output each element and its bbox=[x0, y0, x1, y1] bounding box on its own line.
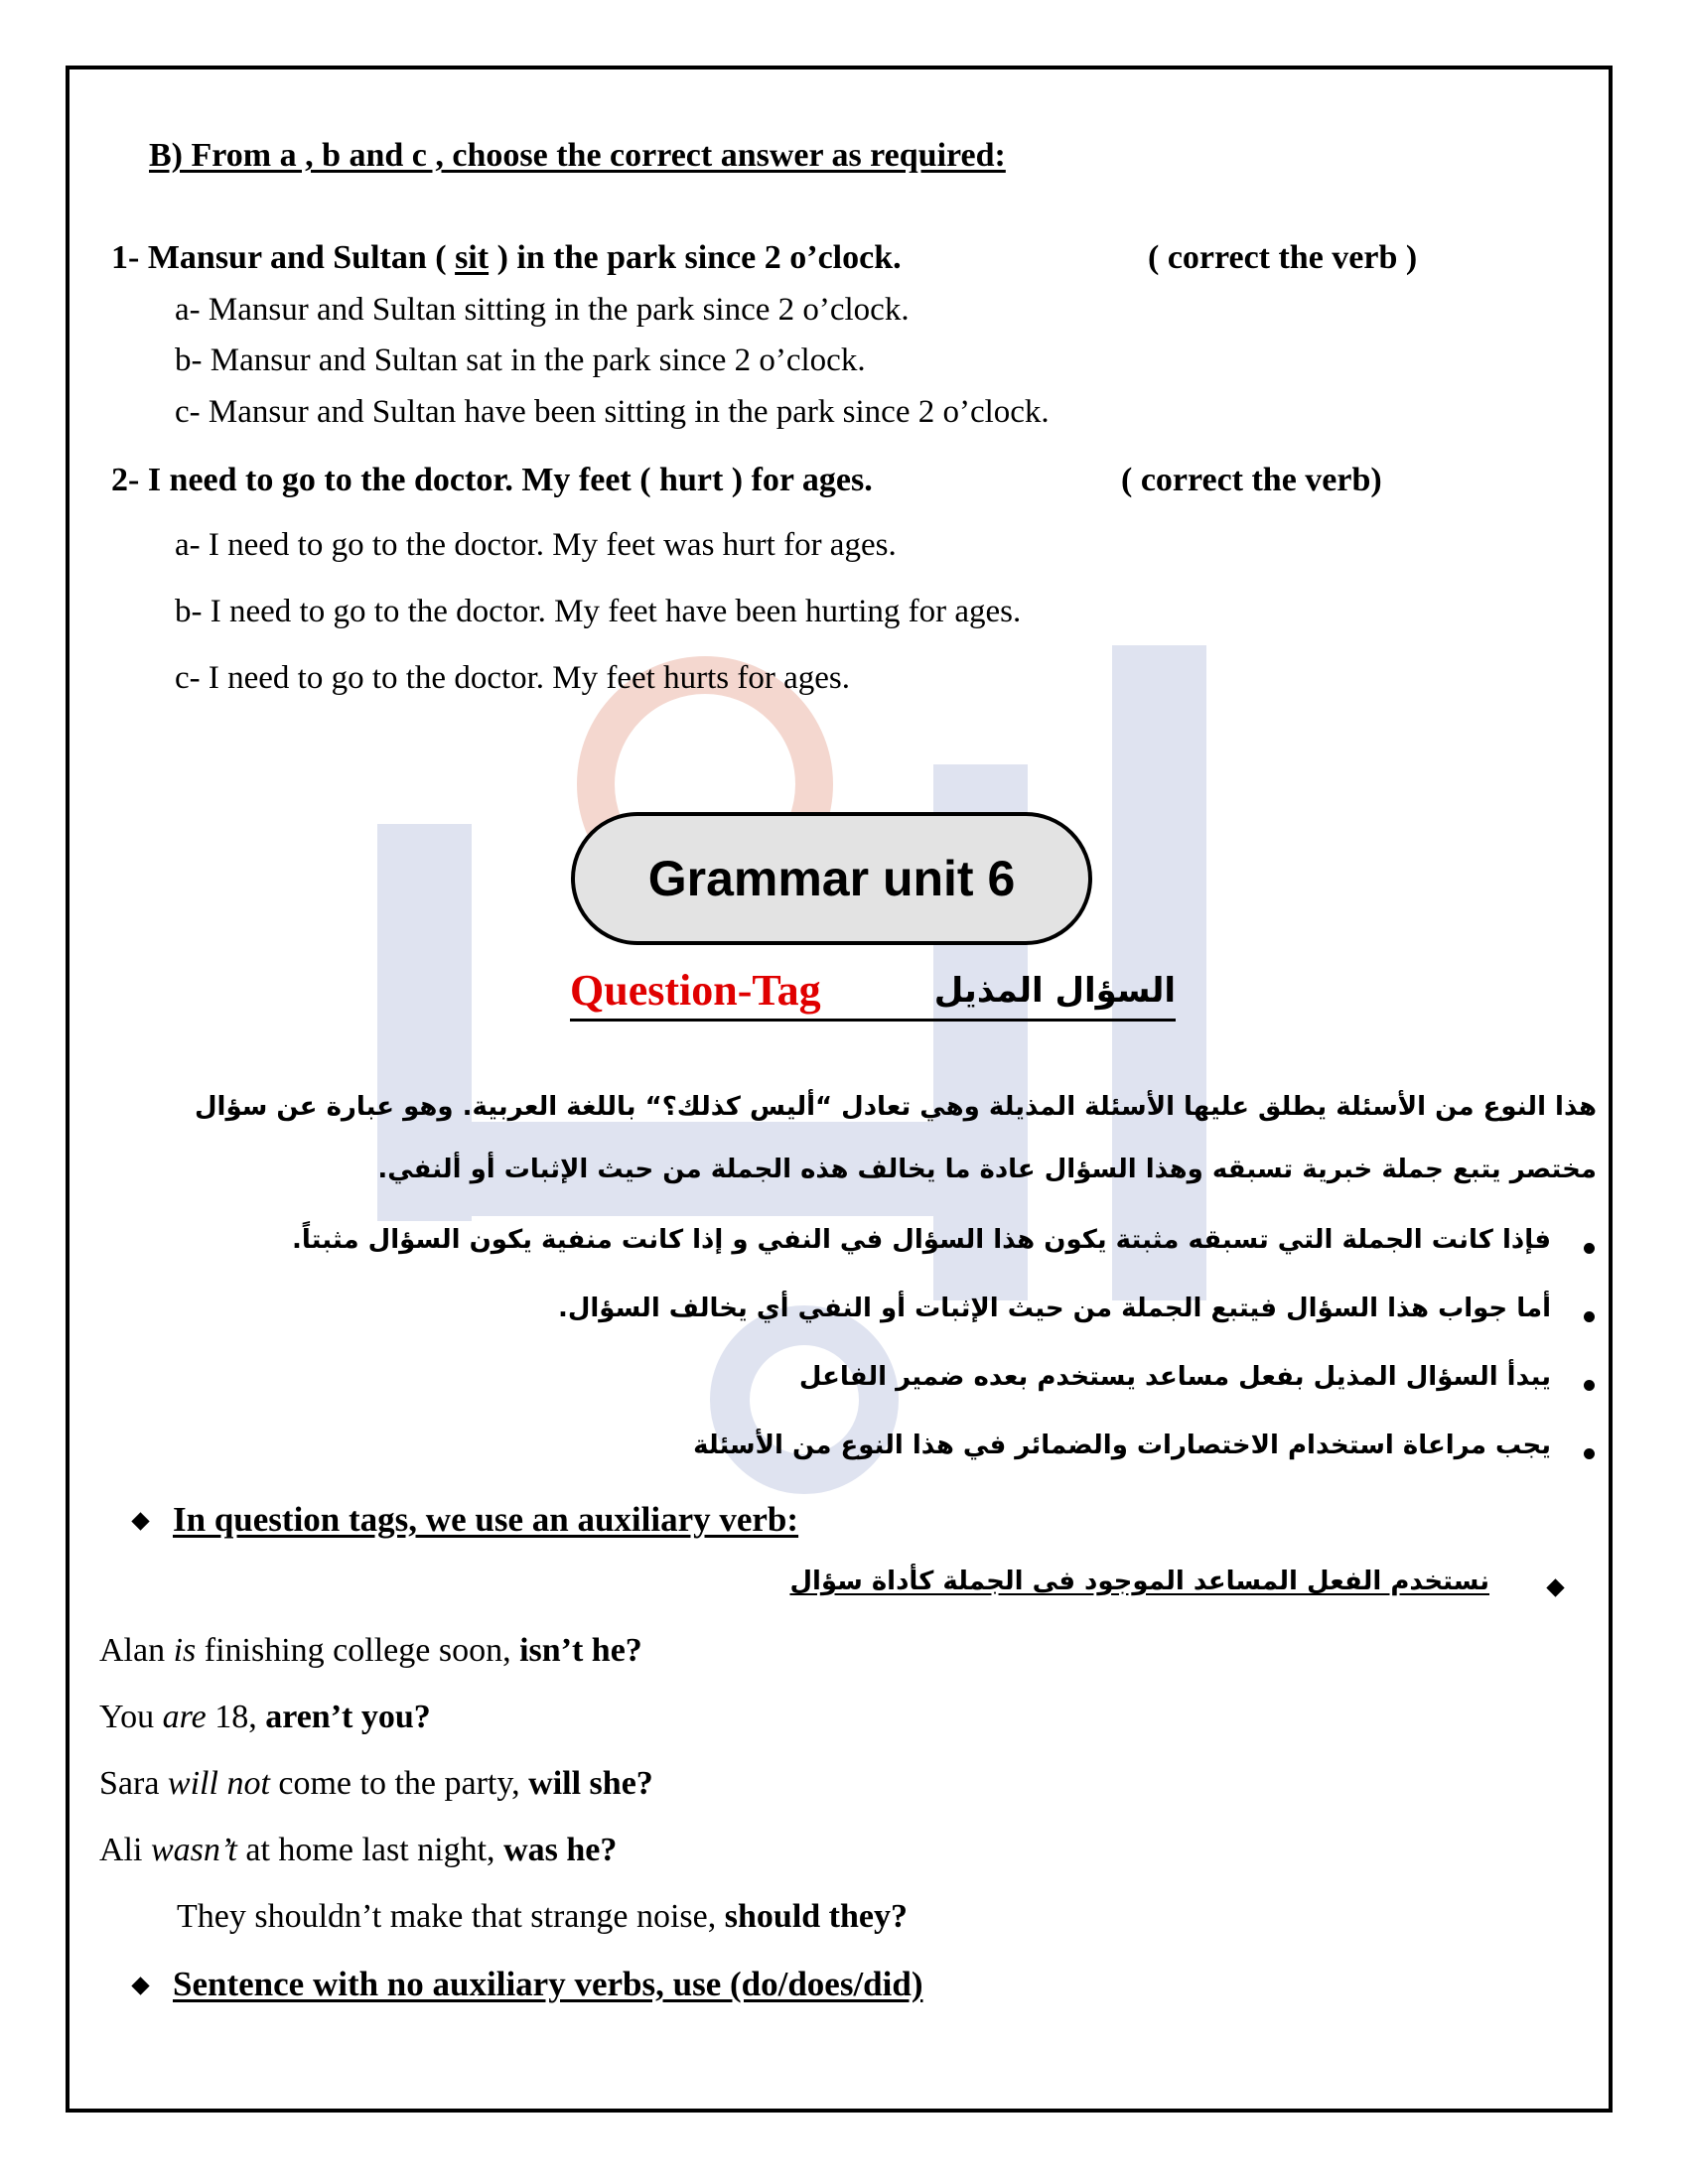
arabic-intro-line-1: هذا النوع من الأسئلة يطلق عليها الأسئلة المذيلة وهي تعادل “أليس كذلك؟“ باللغة العربية. وهو عبارة عن سؤال bbox=[194, 1092, 1597, 1122]
example-4-aux: wasn’t bbox=[150, 1832, 237, 1868]
rule-2-english: Sentence with no auxiliary verbs, use (do/does/did) bbox=[173, 1965, 923, 2003]
unit-title-badge: Grammar unit 6 bbox=[571, 812, 1092, 945]
example-3-mid: come to the party, bbox=[269, 1765, 529, 1802]
example-4-mid: at home last night, bbox=[236, 1832, 504, 1868]
arabic-intro-line-2: مختصر يتبع جملة خبرية تسبقه وهذا السؤال عادة ما يخالف هذه الجملة من حيث الإثبات أو ألنفي. bbox=[377, 1155, 1597, 1184]
example-3-aux: will not bbox=[167, 1765, 270, 1802]
example-2-pre: You bbox=[99, 1699, 163, 1735]
example-3 bbox=[99, 1765, 653, 1803]
topic-english: Question-Tag bbox=[570, 966, 821, 1015]
example-1-pre: Alan bbox=[99, 1632, 174, 1669]
example-5-tag: should they? bbox=[724, 1898, 908, 1935]
example-2 bbox=[99, 1699, 431, 1736]
arabic-bullet-4: يجب مراعاة استخدام الاختصارات والضمائر في هذا النوع من الأسئلة bbox=[693, 1431, 1551, 1460]
bullet-dot-4 bbox=[1584, 1448, 1595, 1459]
example-1-aux: is bbox=[173, 1632, 197, 1669]
example-5 bbox=[177, 1898, 908, 1936]
example-4-pre: Ali bbox=[99, 1832, 151, 1868]
example-1-tag: isn’t he? bbox=[519, 1632, 642, 1669]
example-2-tag: aren’t you? bbox=[265, 1699, 431, 1735]
arabic-bullet-3: يبدأ السؤال المذيل بفعل مساعد يستخدم بعده ضمير الفاعل bbox=[798, 1362, 1551, 1392]
question-2-option-a: a- I need to go to the doctor. My feet was hurt for ages. bbox=[175, 527, 897, 563]
example-3-pre: Sara bbox=[99, 1765, 168, 1802]
section-b-heading: B) From a , b and c , choose the correct answer as required: bbox=[149, 137, 1006, 174]
bullet-dot-1 bbox=[1584, 1243, 1595, 1254]
topic-title bbox=[570, 963, 1176, 1022]
example-1-mid: finishing college soon, bbox=[196, 1632, 520, 1669]
bullet-dot-2 bbox=[1584, 1311, 1595, 1322]
question-1-stem bbox=[111, 239, 902, 277]
question-1-instruction: ( correct the verb ) bbox=[1148, 239, 1418, 276]
question-1-option-b: b- Mansur and Sultan sat in the park since 2 o’clock. bbox=[175, 342, 866, 378]
q1-stem-post: ) in the park since 2 o’clock. bbox=[489, 239, 902, 276]
question-1-option-a: a- Mansur and Sultan sitting in the park since 2 o’clock. bbox=[175, 292, 910, 328]
q1-verb: sit bbox=[455, 239, 490, 276]
topic-arabic: السؤال المذيل bbox=[933, 971, 1176, 1011]
example-3-tag: will she? bbox=[528, 1765, 653, 1802]
example-5-pre: They shouldn’t make that strange noise, bbox=[177, 1898, 725, 1935]
example-2-mid: 18, bbox=[206, 1699, 266, 1735]
example-1 bbox=[99, 1632, 642, 1670]
bullet-dot-3 bbox=[1584, 1380, 1595, 1391]
example-2-aux: are bbox=[162, 1699, 207, 1735]
rule-1-english: In question tags, we use an auxiliary verb: bbox=[173, 1500, 799, 1539]
question-2-stem: 2- I need to go to the doctor. My feet ( hurt ) for ages. bbox=[111, 462, 873, 498]
question-1-option-c: c- Mansur and Sultan have been sitting in the park since 2 o’clock. bbox=[175, 394, 1050, 430]
example-4-tag: was he? bbox=[503, 1832, 618, 1868]
question-2-instruction: ( correct the verb) bbox=[1121, 462, 1382, 498]
question-2-option-c: c- I need to go to the doctor. My feet hurts for ages. bbox=[175, 660, 850, 696]
example-4 bbox=[99, 1832, 617, 1869]
q1-stem-pre: 1- Mansur and Sultan ( bbox=[111, 239, 456, 276]
question-2-option-b: b- I need to go to the doctor. My feet have been hurting for ages. bbox=[175, 594, 1022, 629]
arabic-bullet-2: أما جواب هذا السؤال فيتبع الجملة من حيث الإثبات أو النفي أي يخالف السؤال. bbox=[557, 1294, 1551, 1323]
arabic-bullet-1: فإذا كانت الجملة التي تسبقه مثبتة يكون هذا السؤال في النفي و إذا كانت منفية يكون السؤال مثبتاً. bbox=[292, 1225, 1551, 1255]
rule-1-arabic: نستخدم الفعل المساعد الموجود فى الجملة كأداة سؤال bbox=[789, 1567, 1489, 1596]
